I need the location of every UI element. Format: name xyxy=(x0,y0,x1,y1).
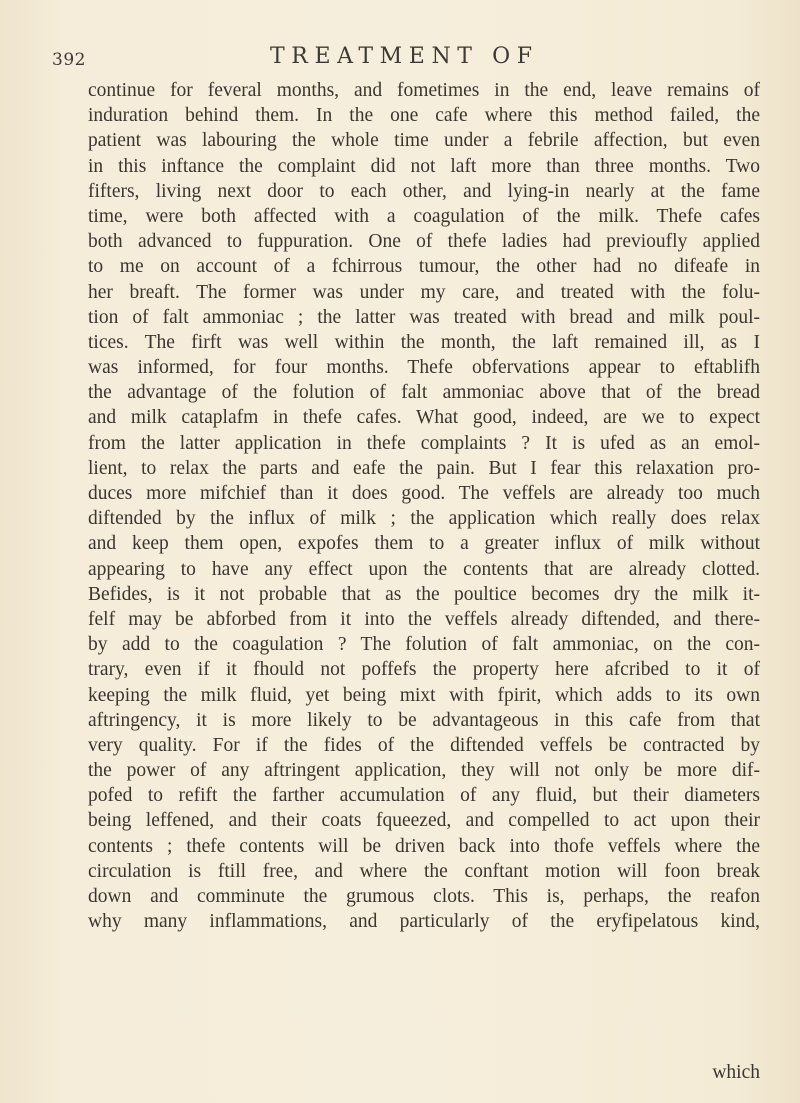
text-line: lient, to relax the parts and eafe the pain. But I fear this relaxation pro- xyxy=(88,457,760,479)
text-line: duces more mifchief than it does good. The veffels are already too much xyxy=(88,483,760,504)
text-line: and keep them open, expofes them to a greater influx of milk without xyxy=(88,533,760,555)
text-line: diftended by the influx of milk ; the application which really does relax xyxy=(88,508,760,530)
text-line: tices. The firft was well within the month, the laft remained ill, as I xyxy=(88,331,760,353)
text-line: pofed to refift the farther accumulation of any fluid, but their diameters xyxy=(88,785,760,807)
text-line: fifters, living next door to each other, and lying-in nearly at the fame xyxy=(88,180,760,202)
catchword: which xyxy=(712,1062,760,1083)
text-line: to me on account of a fchirrous tumour, the other had no difeafe in xyxy=(88,256,760,278)
text-line: from the latter application in thefe complaints ? It is ufed as an emol- xyxy=(88,432,760,454)
text-line: trary, even if it fhould not poffefs the property here afcribed to it of xyxy=(88,659,760,681)
text-line: the advantage of the folution of falt ammoniac above that of the bread xyxy=(88,382,760,404)
text-line: felf may be abforbed from it into the veffels already diftended, and there- xyxy=(88,608,760,630)
text-line: time, were both affected with a coagulation of the milk. Thefe cafes xyxy=(88,205,760,227)
text-line: continue for feveral months, and fometimes in the end, leave remains of xyxy=(88,80,760,101)
text-line: tion of falt ammoniac ; the latter was treated with bread and milk poul- xyxy=(88,306,760,328)
text-line: Befides, is it not probable that as the poultice becomes dry the milk it- xyxy=(88,583,760,605)
text-line: in this inftance the complaint did not laft more than three months. Two xyxy=(88,155,760,177)
text-line: being leffened, and their coats fqueezed, and compelled to act upon their xyxy=(88,810,760,832)
text-line: aftringency, it is more likely to be advantageous in this cafe from that xyxy=(88,709,760,731)
text-line: down and comminute the grumous clots. This is, perhaps, the reafon xyxy=(88,886,760,907)
running-header xyxy=(0,44,800,74)
text-line: her breaft. The former was under my care, and treated with the folu- xyxy=(88,281,760,303)
text-line: the power of any aftringent application, they will not only be more dif- xyxy=(88,760,760,782)
text-line: both advanced to fuppuration. One of thefe ladies had previoufly applied xyxy=(88,231,760,253)
text-line: and milk cataplafm in thefe cafes. What good, indeed, are we to expect xyxy=(88,407,760,429)
running-title: TREATMENT OF xyxy=(270,44,539,69)
text-line: was informed, for four months. Thefe obfervations appear to eftablifh xyxy=(88,357,760,379)
text-line: why many inflammations, and particularly of the eryfipelatous kind, xyxy=(88,911,760,933)
body-paragraph xyxy=(88,78,760,934)
text-line: by add to the coagulation ? The folution of falt ammoniac, on the con- xyxy=(88,634,760,656)
page-number: 392 xyxy=(52,50,86,70)
text-line: circulation is ftill free, and where the conftant motion will foon break xyxy=(88,860,760,882)
text-line: very quality. For if the fides of the diftended veffels be contracted by xyxy=(88,734,760,756)
text-line: patient was labouring the whole time under a febrile affection, but even xyxy=(88,130,760,152)
text-line: induration behind them. In the one cafe where this method failed, the xyxy=(88,105,760,127)
text-line: appearing to have any effect upon the contents that are already clotted. xyxy=(88,558,760,580)
text-line: contents ; thefe contents will be driven back into thofe veffels where the xyxy=(88,835,760,857)
text-line: keeping the milk fluid, yet being mixt with fpirit, which adds to its own xyxy=(88,684,760,706)
